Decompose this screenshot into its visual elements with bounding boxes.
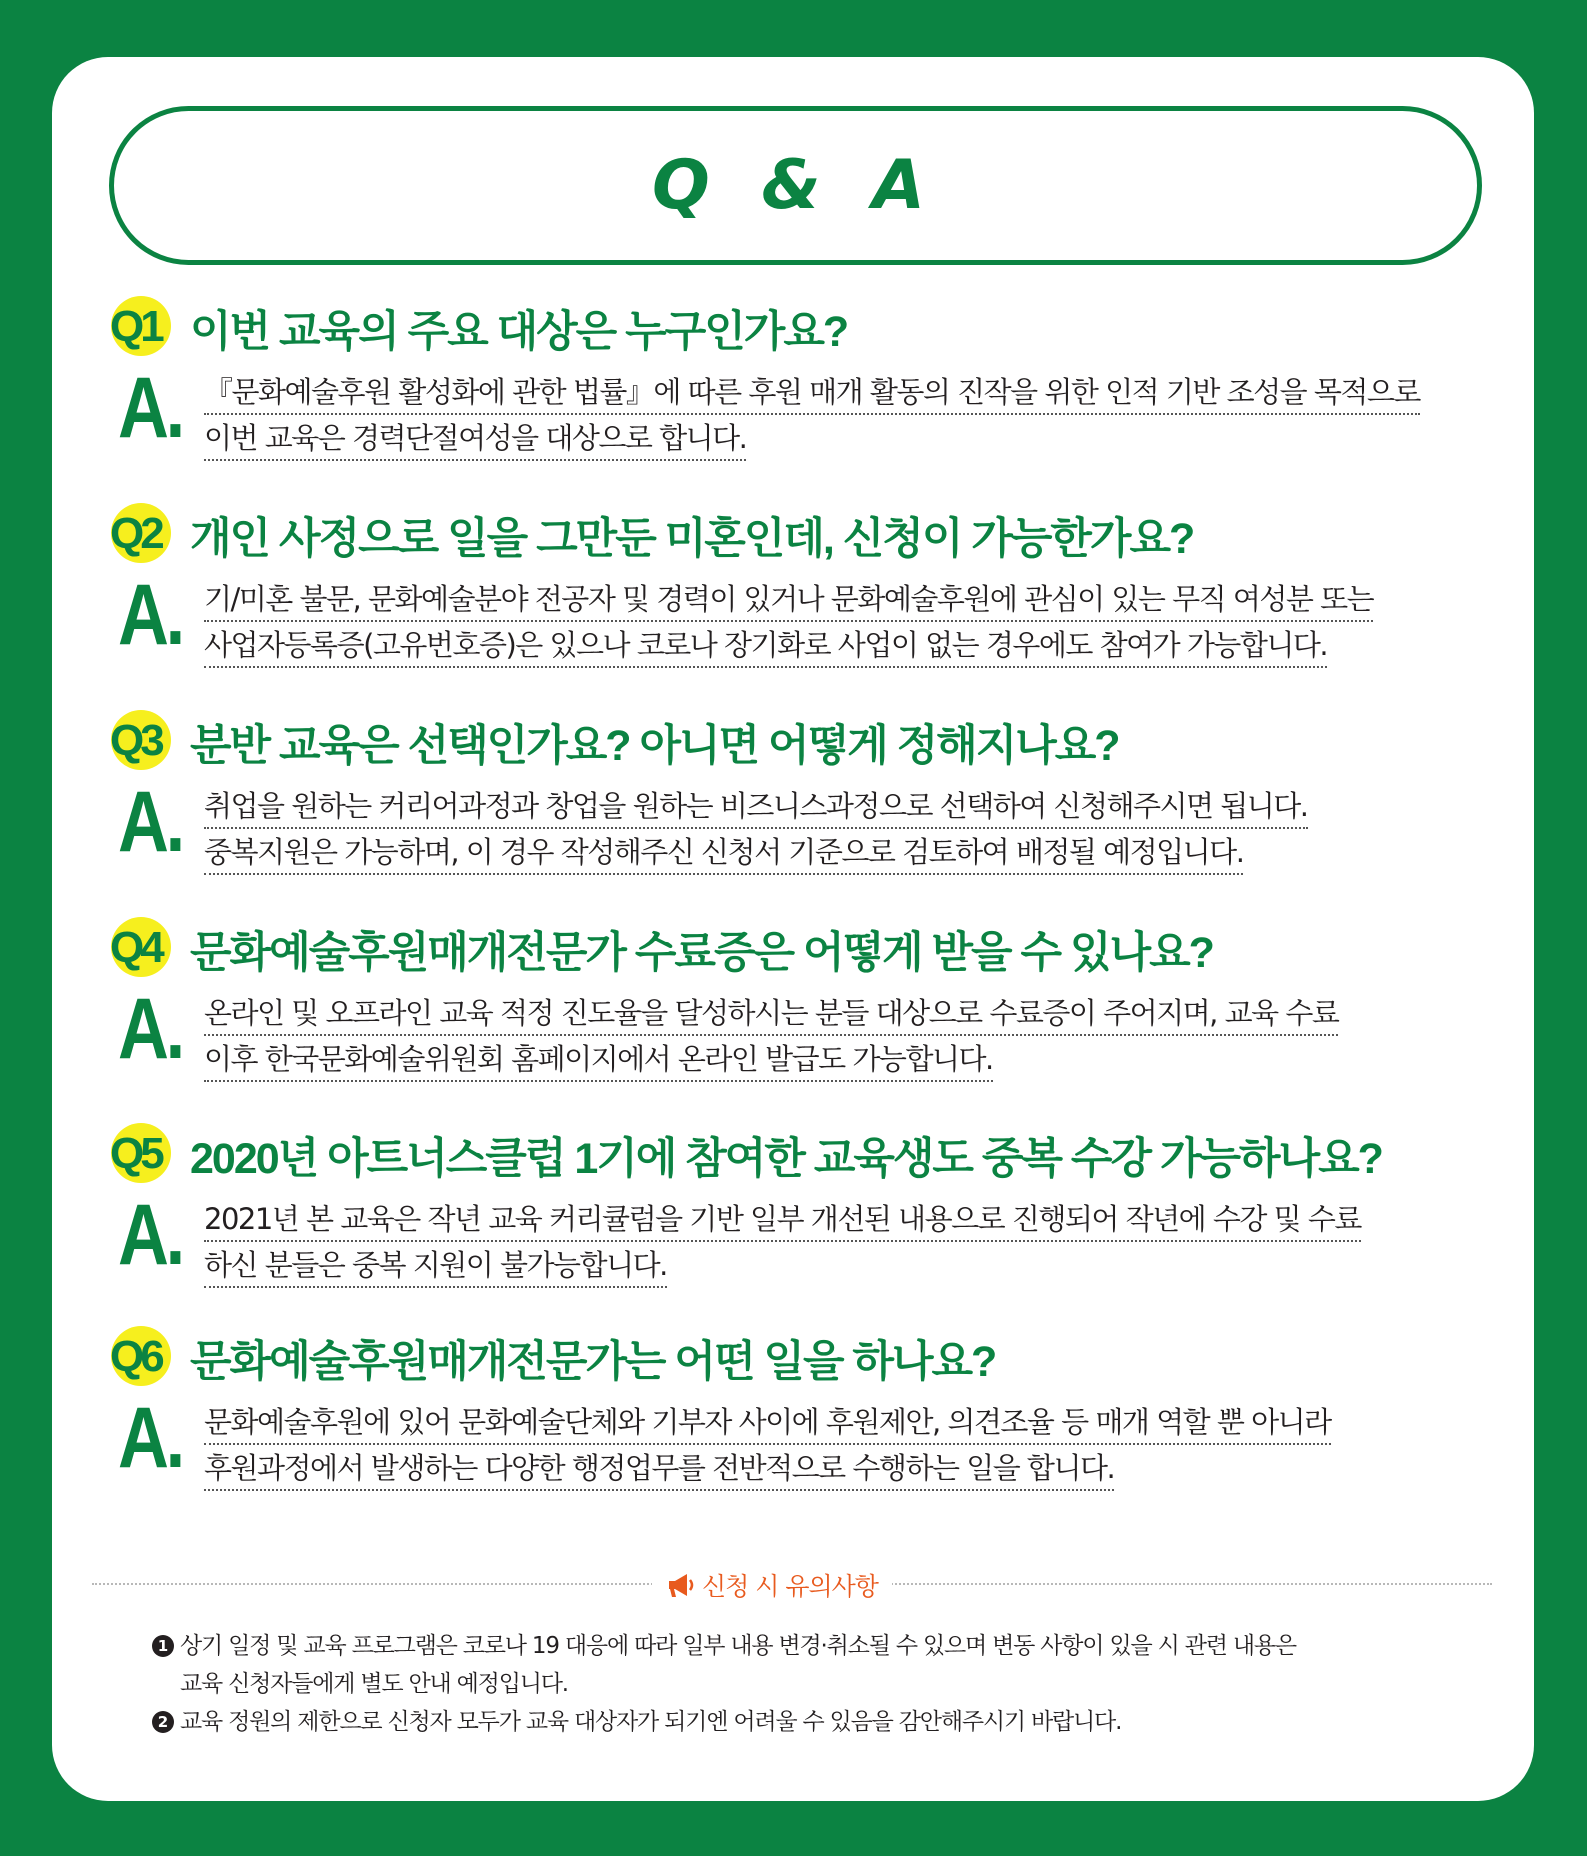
notice-heading bbox=[652, 1565, 892, 1605]
notice-line: 교육 정원의 제한으로 신청자 모두가 교육 대상자가 되기엔 어려울 수 있음을 감안해주시기 바랍니다. bbox=[180, 1709, 1122, 1735]
question-number: Q4 bbox=[110, 923, 161, 972]
question-badge bbox=[108, 1324, 176, 1392]
question-badge bbox=[108, 708, 176, 776]
question-number: Q1 bbox=[110, 302, 161, 351]
answer-line: 『문화예술후원 활성화에 관한 법률』에 따른 후원 매개 활동의 진작을 위한 인적 기반 조성을 목적으로 bbox=[204, 373, 1420, 415]
question-text: 문화예술후원매개전문가는 어떤 일을 하나요? bbox=[190, 1337, 996, 1386]
question-row bbox=[108, 293, 847, 363]
notice-item bbox=[152, 1703, 1452, 1741]
answer-mark: A. bbox=[118, 1390, 182, 1486]
question-text: 분반 교육은 선택인가요? 아니면 어떻게 정해지나요? bbox=[190, 721, 1119, 770]
answer-line: 문화예술후원에 있어 문화예술단체와 기부자 사이에 후원제안, 의견조율 등 매개 역할 뿐 아니라 bbox=[204, 1403, 1331, 1445]
question-row bbox=[108, 1120, 1382, 1190]
question-text: 2020년 아트너스클럽 1기에 참여한 교육생도 중복 수강 가능하나요? bbox=[190, 1134, 1382, 1183]
question-row bbox=[108, 707, 1119, 777]
question-text: 이번 교육의 주요 대상은 누구인가요? bbox=[190, 307, 848, 356]
question-number: Q6 bbox=[110, 1332, 161, 1381]
answer-text bbox=[204, 994, 1338, 1086]
answer-mark: A. bbox=[118, 567, 182, 663]
notice-item bbox=[152, 1627, 1452, 1703]
question-badge bbox=[108, 915, 176, 983]
question-number: Q3 bbox=[110, 716, 161, 765]
answer-line: 하신 분들은 중복 지원이 불가능합니다. bbox=[204, 1246, 667, 1288]
answer-line: 기/미혼 불문, 문화예술분야 전공자 및 경력이 있거나 문화예술후원에 관심이 있는 무직 여성분 또는 bbox=[204, 580, 1373, 622]
answer-line: 온라인 및 오프라인 교육 적정 진도율을 달성하시는 분들 대상으로 수료증이 주어지며, 교육 수료 bbox=[204, 994, 1338, 1036]
answer-line: 이번 교육은 경력단절여성을 대상으로 합니다. bbox=[204, 419, 746, 461]
qa-card bbox=[52, 57, 1534, 1801]
answer-line: 후원과정에서 발생하는 다양한 행정업무를 전반적으로 수행하는 일을 합니다. bbox=[204, 1449, 1114, 1491]
question-row bbox=[108, 500, 1193, 570]
question-row bbox=[108, 914, 1213, 984]
answer-mark: A. bbox=[118, 981, 182, 1077]
notice-label: 신청 시 유의사항 bbox=[702, 1572, 878, 1601]
answer-line: 중복지원은 가능하며, 이 경우 작성해주신 신청서 기준으로 검토하여 배정될 예정입니다. bbox=[204, 833, 1243, 875]
answer-mark: A. bbox=[118, 774, 182, 870]
bullet-two: 2 bbox=[152, 1711, 174, 1733]
question-number: Q2 bbox=[110, 509, 161, 558]
answer-mark: A. bbox=[118, 1187, 182, 1283]
question-number: Q5 bbox=[110, 1129, 161, 1178]
question-text: 문화예술후원매개전문가 수료증은 어떻게 받을 수 있나요? bbox=[190, 928, 1213, 977]
page-title: Q & A bbox=[651, 146, 940, 225]
question-badge bbox=[108, 1121, 176, 1189]
answer-mark: A. bbox=[118, 360, 182, 456]
answer-text bbox=[204, 1200, 1361, 1292]
notice-list bbox=[152, 1627, 1452, 1741]
megaphone-icon bbox=[666, 1570, 696, 1600]
answer-line: 취업을 원하는 커리어과정과 창업을 원하는 비즈니스과정으로 선택하여 신청해주시면 됩니다. bbox=[204, 787, 1308, 829]
answer-line: 사업자등록증(고유번호증)은 있으나 코로나 장기화로 사업이 없는 경우에도 참여가 가능합니다. bbox=[204, 626, 1327, 668]
notice-divider bbox=[92, 1565, 1492, 1605]
question-text: 개인 사정으로 일을 그만둔 미혼인데, 신청이 가능한가요? bbox=[190, 514, 1194, 563]
answer-line: 이후 한국문화예술위원회 홈페이지에서 온라인 발급도 가능합니다. bbox=[204, 1040, 993, 1082]
question-badge bbox=[108, 294, 176, 362]
notice-line: 교육 신청자들에게 별도 안내 예정입니다. bbox=[180, 1671, 568, 1697]
question-badge bbox=[108, 501, 176, 569]
answer-line: 2021년 본 교육은 작년 교육 커리큘럼을 기반 일부 개선된 내용으로 진행되어 작년에 수강 및 수료 bbox=[204, 1200, 1361, 1242]
answer-text bbox=[204, 373, 1420, 465]
bullet-one: 1 bbox=[152, 1635, 174, 1657]
title-banner bbox=[109, 106, 1482, 265]
answer-text bbox=[204, 1403, 1331, 1495]
notice-line: 상기 일정 및 교육 프로그램은 코로나 19 대응에 따라 일부 내용 변경·취소될 수 있으며 변동 사항이 있을 시 관련 내용은 bbox=[180, 1633, 1296, 1659]
answer-text bbox=[204, 787, 1308, 879]
answer-text bbox=[204, 580, 1373, 672]
question-row bbox=[108, 1323, 995, 1393]
